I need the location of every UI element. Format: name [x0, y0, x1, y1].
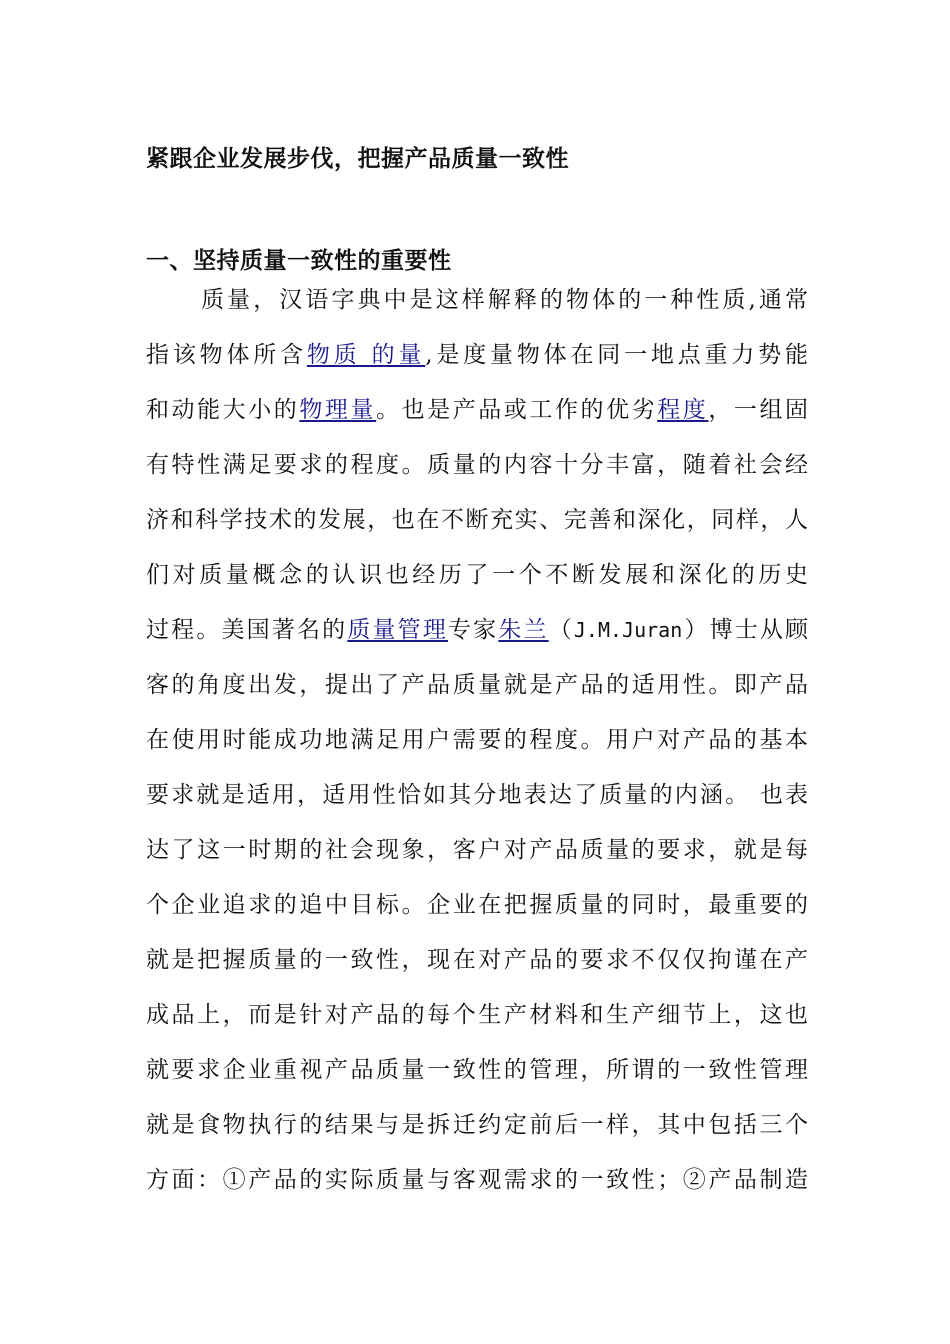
paragraph-line: [146, 943, 808, 998]
text-run: ）博士从顾: [682, 617, 809, 643]
text-run: ,是度量物体在同一地点重力势能: [425, 342, 809, 368]
text-run: 达了这一时期的社会现象，客户对产品质量的要求，就是每: [146, 837, 808, 863]
text-run: 过程。美国著名的: [146, 617, 348, 643]
paragraph-line: [146, 1053, 808, 1108]
text-run: 们对质量概念的认识也经历了一个不断发展和深化的历史: [146, 562, 808, 588]
paragraph-line: [146, 338, 808, 393]
section-heading: 一、坚持质量一致性的重要性: [146, 248, 452, 274]
paragraph-line: [146, 723, 808, 778]
text-run: 客的角度出发，提出了产品质量就是产品的适用性。即产品: [146, 672, 808, 698]
text-run: J.M.Juran: [573, 618, 683, 642]
text-run: 成品上，而是针对产品的每个生产材料和生产细节上，这也: [146, 1002, 808, 1028]
paragraph-line: [146, 1108, 808, 1163]
text-run: 和动能大小的: [146, 397, 300, 423]
text-run: （: [548, 617, 574, 643]
text-run: 在使用时能成功地满足用户需要的程度。用户对产品的基本: [146, 727, 808, 753]
paragraph-line: [146, 888, 808, 943]
hyperlink[interactable]: 朱兰: [498, 617, 549, 643]
text-run: 指该物体所含: [146, 342, 307, 368]
text-run: 就是食物执行的结果与是拆迁约定前后一样，其中包括三个: [146, 1112, 808, 1138]
text-run: 。也是产品或工作的优劣: [376, 397, 658, 423]
text-run: 专家: [448, 617, 499, 643]
paragraph-line: [146, 668, 808, 723]
paragraph-line: [146, 503, 808, 558]
paragraph-line: [146, 448, 808, 503]
text-run: 个企业追求的追中目标。企业在把握质量的同时，最重要的: [146, 892, 808, 918]
text-run: 质量，汉语字典中是这样解释的物体的一种性质,通常: [198, 287, 808, 313]
paragraph-line: [146, 613, 808, 668]
text-run: ，一组固: [708, 397, 809, 423]
text-run: 方面：①产品的实际质量与客观需求的一致性；②产品制造: [146, 1167, 808, 1193]
document-title: 紧跟企业发展步伐，把握产品质量一致性: [146, 146, 569, 172]
paragraph-line: [146, 558, 808, 613]
text-run: 有特性满足要求的程度。质量的内容十分丰富，随着社会经: [146, 452, 808, 478]
paragraph-line: [146, 393, 808, 448]
paragraph-line: [146, 1163, 808, 1218]
text-run: 就要求企业重视产品质量一致性的管理，所谓的一致性管理: [146, 1057, 808, 1083]
text-run: 济和科学技术的发展，也在不断充实、完善和深化，同样，人: [146, 507, 808, 533]
hyperlink[interactable]: 物质 的量: [306, 342, 426, 368]
paragraph-line: [146, 283, 808, 338]
text-run: 要求就是适用，适用性恰如其分地表达了质量的内涵。 也表: [146, 782, 808, 808]
hyperlink[interactable]: 程度: [657, 397, 709, 423]
paragraph-line: [146, 998, 808, 1053]
body-paragraph: [146, 283, 808, 1218]
paragraph-line: [146, 778, 808, 833]
hyperlink[interactable]: 质量管理: [347, 617, 448, 643]
paragraph-line: [146, 833, 808, 888]
hyperlink[interactable]: 物理量: [299, 397, 377, 423]
text-run: 就是把握质量的一致性，现在对产品的要求不仅仅拘谨在产: [146, 947, 808, 973]
